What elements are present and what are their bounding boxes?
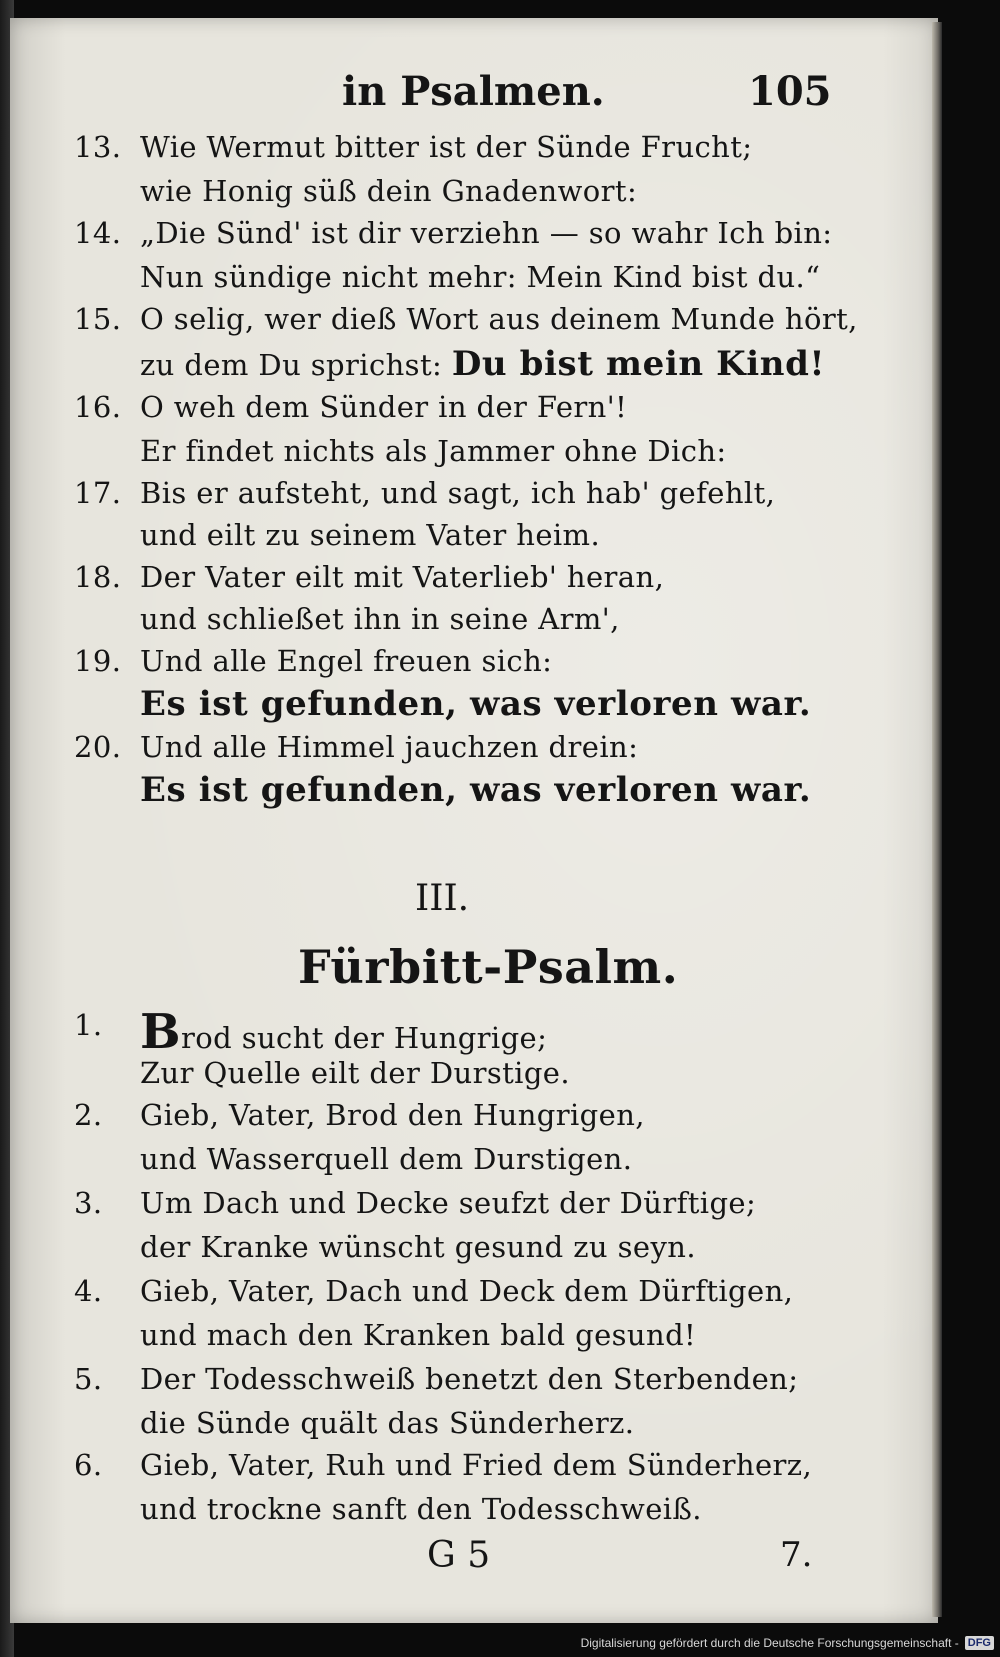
verse-line-1: Bis er aufsteht, und sagt, ich hab' gefehlt, <box>140 476 776 510</box>
book-page <box>10 18 938 1623</box>
drop-cap: B <box>140 1004 181 1060</box>
dfg-footer <box>581 1632 994 1654</box>
dfg-logo-icon: DFG <box>965 1636 994 1650</box>
verse-number: 19. <box>74 644 122 678</box>
verse-number: 17. <box>74 476 122 510</box>
verse-line-1: „Die Sünd' ist dir verziehn — so wahr Ich bin: <box>140 216 833 250</box>
verse-line-1: Wie Wermut bitter ist der Sünde Frucht; <box>140 130 753 164</box>
verse-line-2: der Kranke wünscht gesund zu seyn. <box>140 1230 696 1264</box>
signature-mark: G 5 <box>427 1535 491 1576</box>
catchword: 7. <box>780 1535 813 1575</box>
verse-number: 14. <box>74 216 122 250</box>
verse-line-2: die Sünde quält das Sünderherz. <box>140 1406 635 1440</box>
verse-line-2-emphasis: Es ist gefunden, was verloren war. <box>140 770 812 810</box>
verse-line-1: Und alle Himmel jauchzen drein: <box>140 730 639 764</box>
verse-line-2: und schließet ihn in seine Arm', <box>140 602 620 636</box>
verse-number: 1. <box>74 1008 103 1042</box>
verse-number: 4. <box>74 1274 103 1308</box>
verse-number: 3. <box>74 1186 103 1220</box>
verse-line-2-prefix: zu dem Du sprichst: <box>140 348 443 382</box>
verse-line-2 <box>140 344 825 384</box>
verse-line-1: Um Dach und Decke seufzt der Dürftige; <box>140 1186 757 1220</box>
verse-line-1: Gieb, Vater, Ruh und Fried dem Sünderherz, <box>140 1448 813 1482</box>
verse-number: 18. <box>74 560 122 594</box>
verse-line-1 <box>140 1004 548 1060</box>
section-title: Fürbitt-Psalm. <box>298 940 679 994</box>
verse-number: 16. <box>74 390 122 424</box>
dfg-funding-notice: Digitalisierung gefördert durch die Deutsche Forschungsgemeinschaft - <box>580 1636 959 1650</box>
verse-line-2: und Wasserquell dem Durstigen. <box>140 1142 633 1176</box>
page-number: 105 <box>748 68 832 115</box>
verse-number: 20. <box>74 730 122 764</box>
verse-number: 13. <box>74 130 122 164</box>
verse-line-1: Gieb, Vater, Dach und Deck dem Dürftigen, <box>140 1274 794 1308</box>
verse-number: 5. <box>74 1362 103 1396</box>
verse-line-1: Der Todesschweiß benetzt den Sterbenden; <box>140 1362 799 1396</box>
verse-number: 6. <box>74 1448 103 1482</box>
verse-line-1: Gieb, Vater, Brod den Hungrigen, <box>140 1098 645 1132</box>
verse-line-2: wie Honig süß dein Gnadenwort: <box>140 174 638 208</box>
running-title: in Psalmen. <box>342 68 605 115</box>
verse-line-1: Und alle Engel freuen sich: <box>140 644 553 678</box>
verse-line-1-rest: rod sucht der Hungrige; <box>180 1021 548 1055</box>
verse-line-2-emphasis: Du bist mein Kind! <box>451 344 825 384</box>
verse-line-1: Der Vater eilt mit Vaterlieb' heran, <box>140 560 665 594</box>
verse-line-2: Nun sündige nicht mehr: Mein Kind bist du.“ <box>140 260 821 294</box>
verse-line-2: Zur Quelle eilt der Durstige. <box>140 1056 570 1090</box>
section-number: III. <box>415 878 470 919</box>
verse-number: 2. <box>74 1098 103 1132</box>
verse-line-2: und eilt zu seinem Vater heim. <box>140 518 601 552</box>
verse-line-2: Er findet nichts als Jammer ohne Dich: <box>140 434 727 468</box>
verse-line-2-emphasis: Es ist gefunden, was verloren war. <box>140 684 812 724</box>
page-edge <box>932 22 942 1617</box>
verse-line-1: O selig, wer dieß Wort aus deinem Munde hört, <box>140 302 858 336</box>
verse-line-1: O weh dem Sünder in der Fern'! <box>140 390 628 424</box>
verse-line-2: und mach den Kranken bald gesund! <box>140 1318 697 1352</box>
verse-line-2: und trockne sanft den Todesschweiß. <box>140 1492 702 1526</box>
verse-number: 15. <box>74 302 122 336</box>
